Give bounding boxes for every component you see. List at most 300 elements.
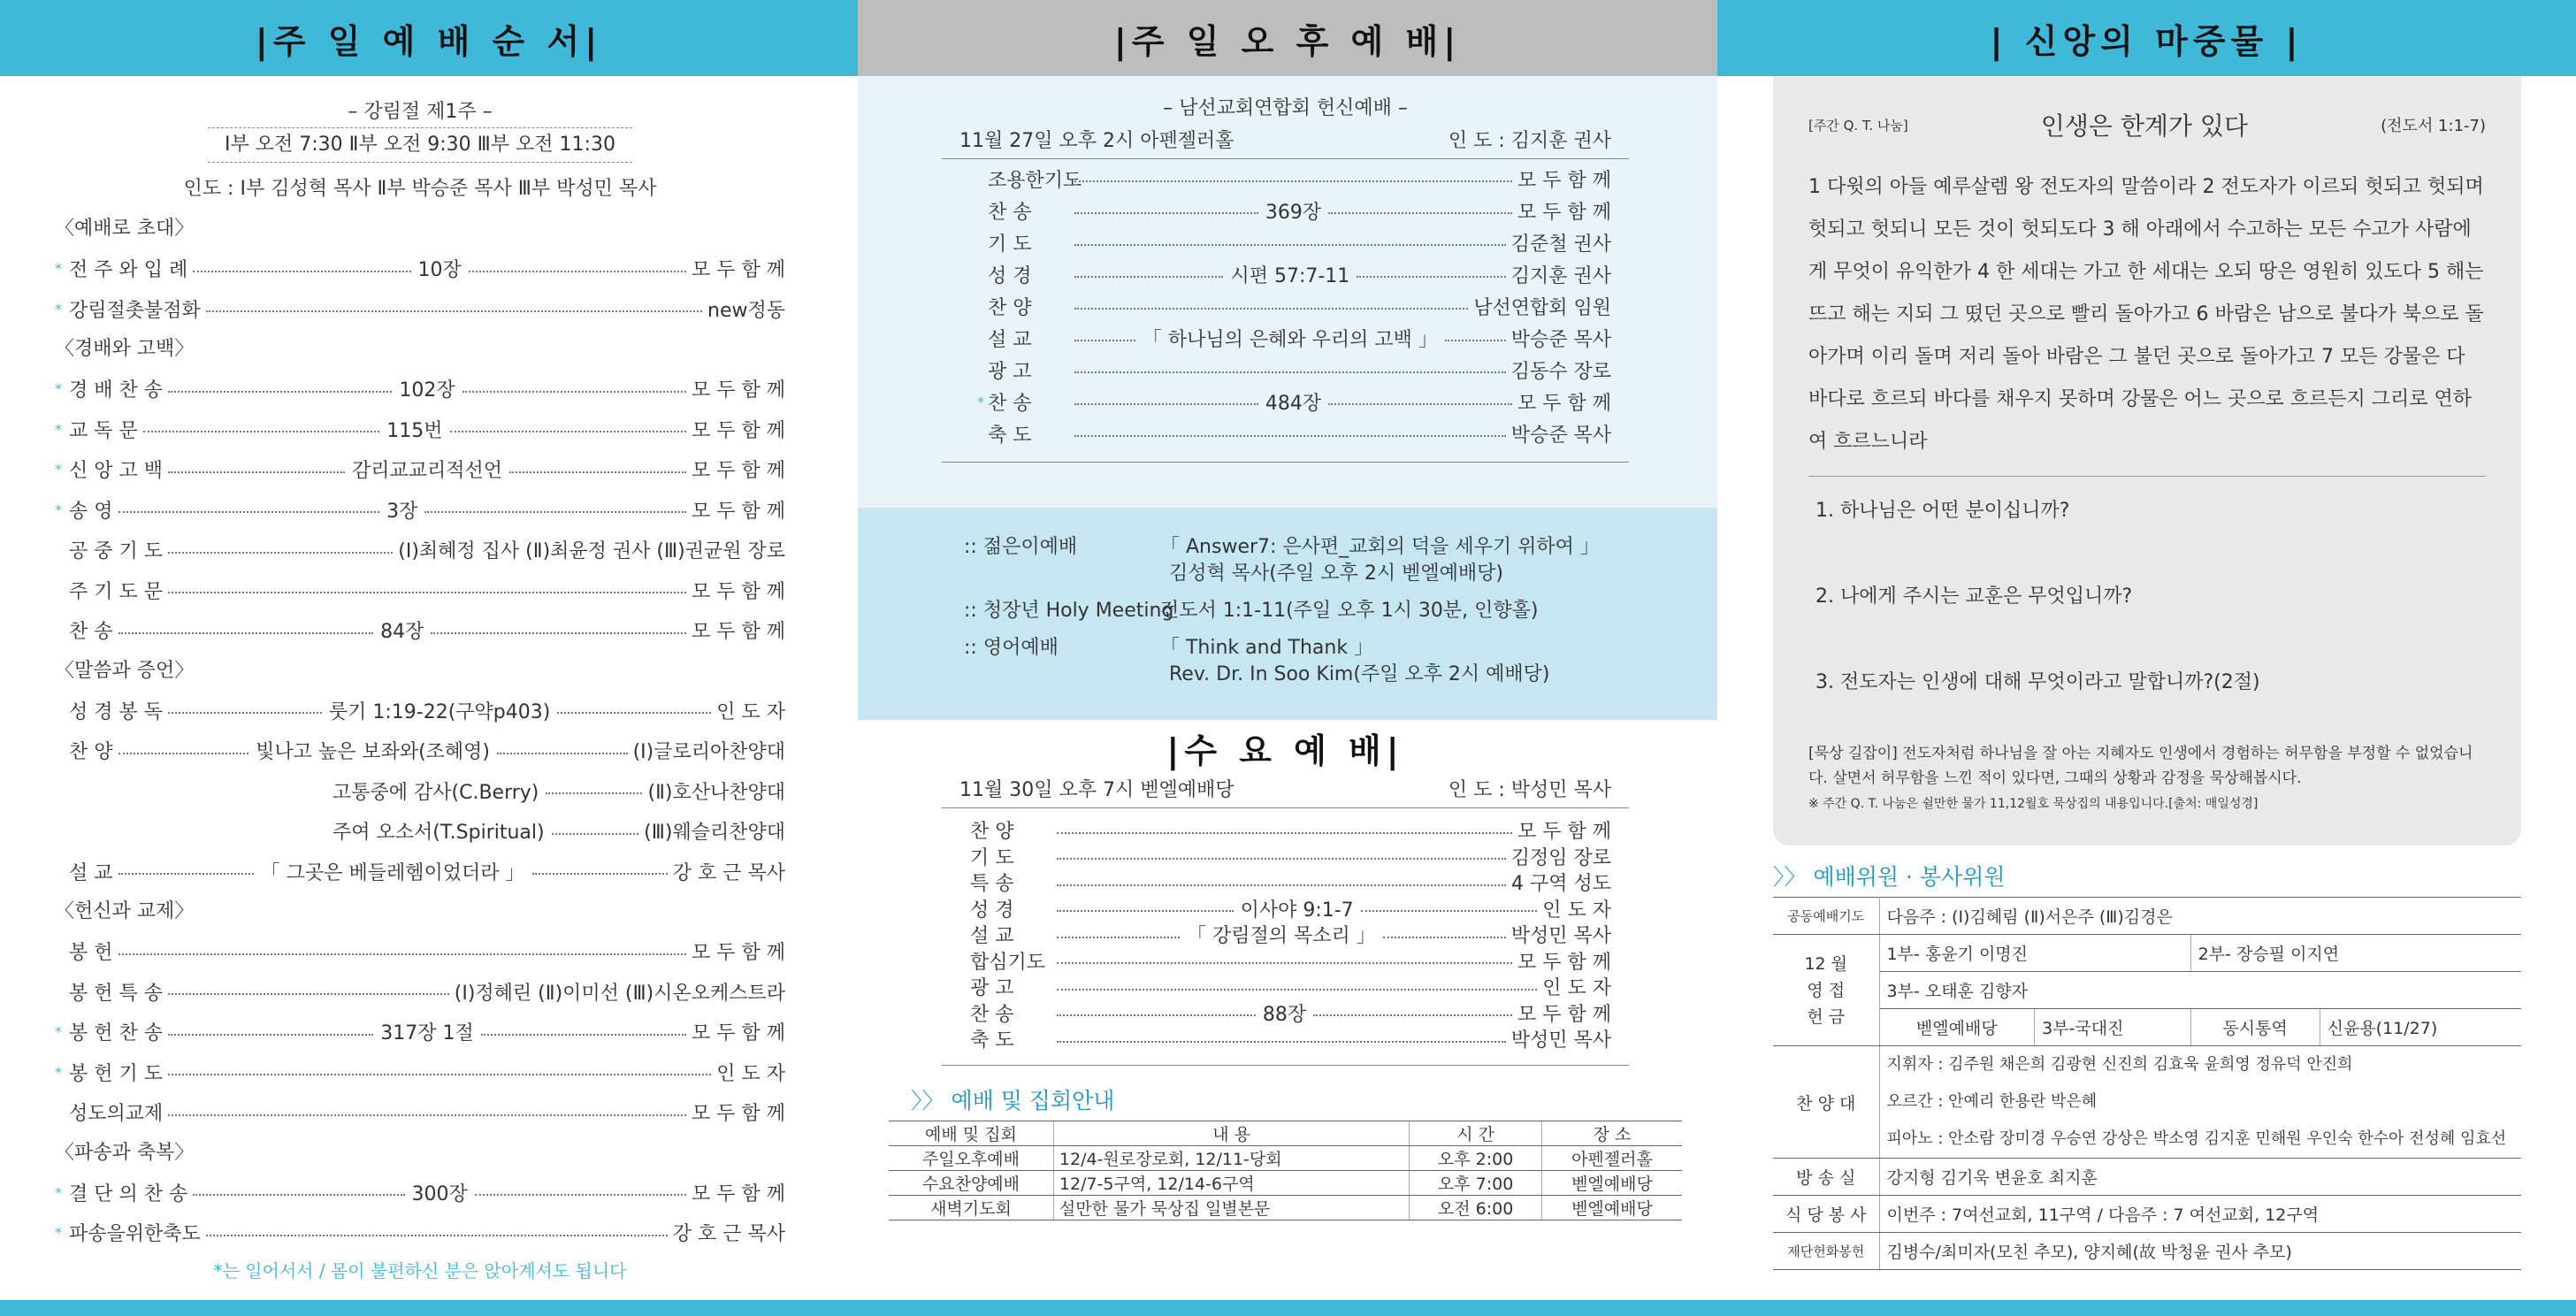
dot-leader xyxy=(1074,403,1258,405)
dot-leader xyxy=(481,1034,686,1036)
order-item-name: 성 경 봉 독 xyxy=(69,700,163,723)
dot-leader xyxy=(1445,340,1506,341)
table-row xyxy=(1773,1159,2521,1196)
dot-leader xyxy=(557,712,711,714)
standing-mark: * xyxy=(55,1063,62,1081)
order-item-content: 102장 xyxy=(399,379,455,402)
dot-leader xyxy=(1383,937,1506,938)
dot-leader xyxy=(1074,371,1506,373)
order-item-person: 모 두 함 께 xyxy=(692,419,785,442)
order-item-person: 강 호 근 목사 xyxy=(672,1223,785,1246)
wednesday-dateline xyxy=(942,773,1629,808)
standing-mark: * xyxy=(55,501,62,518)
order-item-person: 김동수 장로 xyxy=(1510,360,1611,383)
dot-leader xyxy=(1057,1014,1256,1016)
order-item-name: 찬 송 xyxy=(69,621,113,644)
info-section-title: 〉〉 예배 및 집회안내 xyxy=(911,1087,1115,1113)
order-item-person: 모 두 함 께 xyxy=(1517,1003,1611,1026)
staff-value: 이번주 : 7여선교회, 11구역 / 다음주 : 7 여선교회, 12구역 xyxy=(1879,1196,2521,1233)
order-item-name: 축 도 xyxy=(988,424,1032,447)
order-row xyxy=(959,869,1611,896)
order-row xyxy=(977,163,1611,195)
order-item-person: 모 두 함 께 xyxy=(1517,201,1611,224)
dot-leader xyxy=(206,310,702,312)
staff-label: 공동예배기도 xyxy=(1773,898,1879,935)
order-item-content: 115번 xyxy=(386,419,443,442)
dot-leader xyxy=(206,1235,668,1236)
standing-note: *는 일어서서 / 몸이 불편하신 분은 앉아계셔도 됩니다 xyxy=(213,1259,627,1282)
order-item-name: 결 단 의 찬 송 xyxy=(69,1182,188,1205)
standing-mark: * xyxy=(55,1183,62,1201)
order-row xyxy=(55,530,785,570)
order-item-person: 모 두 함 께 xyxy=(692,1182,786,1205)
order-item-name: 특 송 xyxy=(970,873,1014,896)
staff-label: 12 월 영 접 헌 금 xyxy=(1773,935,1879,1046)
table-row xyxy=(889,1195,1682,1220)
table-cell: 새벽기도회 xyxy=(889,1195,1053,1220)
other-service-detail xyxy=(1160,534,1600,587)
order-item-name: 강림절촛불점화 xyxy=(69,299,201,322)
table-cell: 주일오후예배 xyxy=(889,1145,1053,1170)
table-cell: 12/7-5구역, 12/14-6구역 xyxy=(1053,1170,1409,1195)
order-item-person: 강 호 근 목사 xyxy=(672,861,786,884)
order-row xyxy=(959,1000,1611,1027)
meditation-note: ※ 주간 Q. T. 나눔은 쉴만한 물가 11,12월호 묵상집의 내용입니다.[출처: 매일성경] xyxy=(1808,797,2259,811)
order-row xyxy=(55,570,785,611)
info-table-header xyxy=(889,1121,1682,1145)
order-item-name: 교 독 문 xyxy=(69,419,138,442)
afternoon-subtitle: – 남선교회연합회 헌신예배 – xyxy=(1163,97,1408,119)
column-header: 시 간 xyxy=(1410,1121,1542,1145)
order-item-person: 박승준 목사 xyxy=(1510,328,1612,351)
order-item-person: (Ⅲ)웨슬리찬양대 xyxy=(644,822,785,845)
order-item-name: 설 교 xyxy=(988,328,1032,351)
order-item-content: 3장 xyxy=(386,500,418,523)
order-item-person: 모 두 함 께 xyxy=(692,379,785,402)
table-row xyxy=(1773,1196,2521,1233)
dot-leader xyxy=(1057,884,1506,886)
order-item-content: 317장 1절 xyxy=(380,1022,474,1045)
dot-leader xyxy=(1074,435,1506,437)
order-item-name: 합심기도 xyxy=(970,951,1046,974)
qt-question: 2. 나에게 주시는 교훈은 무엇입니까? xyxy=(1815,585,2133,608)
dot-leader xyxy=(1074,244,1506,246)
staff-table xyxy=(1773,897,2521,1270)
qt-questions xyxy=(1808,477,2486,746)
dot-leader xyxy=(497,753,628,754)
order-item-name: 봉 헌 특 송 xyxy=(69,982,163,1005)
staff-value xyxy=(1879,1046,2521,1159)
order-row xyxy=(959,948,1611,975)
order-item-name: 찬 양 xyxy=(970,821,1014,844)
standing-mark: * xyxy=(55,461,62,478)
order-item-name: 기 도 xyxy=(970,846,1014,869)
dot-leader xyxy=(168,1074,711,1075)
table-cell: 벧엘예배당 xyxy=(1541,1170,1682,1195)
table-row xyxy=(1773,1009,2521,1046)
dot-leader xyxy=(193,271,410,272)
dot-leader xyxy=(168,1114,686,1116)
qt-title: 인생은 한계가 있다 xyxy=(2040,111,2249,141)
dot-leader xyxy=(118,632,374,634)
order-row xyxy=(977,354,1611,386)
order-item-person: 4 구역 성도 xyxy=(1511,873,1611,896)
dot-leader xyxy=(168,1034,373,1036)
order-item-person: 모 두 함 께 xyxy=(692,500,785,523)
standing-mark: * xyxy=(55,1023,62,1041)
order-row xyxy=(55,289,785,330)
dot-leader xyxy=(1074,340,1135,341)
bottom-bar xyxy=(0,1300,2576,1316)
table-cell: 아펜젤러홀 xyxy=(1541,1145,1682,1170)
dot-leader xyxy=(1057,832,1512,834)
other-service xyxy=(964,635,1664,688)
staff-section-title: 〉〉 예배위원 · 봉사위원 xyxy=(1773,864,2006,890)
order-item-content: 고통중에 감사(C.Berry) xyxy=(333,781,539,804)
service-times: Ⅰ부 오전 7:30 Ⅱ부 오전 9:30 Ⅲ부 오전 11:30 xyxy=(208,127,632,163)
order-row xyxy=(959,817,1611,844)
order-row xyxy=(55,490,785,531)
order-item-name: 조용한기도 xyxy=(988,169,1082,192)
qt-tag: [주간 Q. T. 나눔] xyxy=(1808,117,1908,134)
table-cell: 12/4-원로장로회, 12/11-당회 xyxy=(1053,1145,1409,1170)
dot-leader xyxy=(1057,1041,1506,1043)
detail-line: Rev. Dr. In Soo Kim(주일 오후 2시 예배당) xyxy=(1169,663,1550,685)
staff-value: 1부- 홍윤기 이명진 xyxy=(1879,935,2190,972)
afternoon-title: |주 일 오 후 예 배| xyxy=(858,0,1717,76)
info-table xyxy=(889,1121,1682,1220)
dot-leader xyxy=(1074,308,1468,310)
order-item-person: 모 두 함 께 xyxy=(692,580,785,603)
table-row xyxy=(1773,935,2521,972)
dot-leader xyxy=(1057,989,1537,991)
staff-label: 찬 양 대 xyxy=(1773,1046,1879,1159)
order-item-person: 박성민 목사 xyxy=(1510,1029,1611,1052)
order-item-name: 찬 송 xyxy=(970,1003,1014,1026)
dot-leader xyxy=(475,1194,686,1196)
faith-title: | 신앙의 마중물 | xyxy=(1717,0,2576,76)
other-service xyxy=(964,598,1664,624)
order-item-name: 성도의교제 xyxy=(69,1103,164,1126)
table-row xyxy=(1773,1233,2521,1270)
order-item-person: 박승준 목사 xyxy=(1510,424,1611,447)
order-item-name: 찬 양 xyxy=(69,741,113,764)
order-item-name: 기 도 xyxy=(988,233,1032,256)
order-item-person: 모 두 함 께 xyxy=(692,942,785,965)
section-heading: 〈경배와 고백〉 xyxy=(55,338,195,360)
advent-week: – 강림절 제1주 – xyxy=(348,101,493,123)
staff-value: 김병수/최미자(모친 추모), 양지혜(故 박청윤 권사 추모) xyxy=(1879,1233,2521,1270)
order-row xyxy=(55,771,785,812)
qt-box xyxy=(1773,76,2521,845)
dot-leader xyxy=(1074,180,1512,182)
staff-value: 강지형 김기욱 변윤호 최지훈 xyxy=(1879,1159,2521,1196)
order-item-person: 남선연합회 임원 xyxy=(1473,296,1611,319)
divider xyxy=(942,462,1629,463)
order-item-content: 484장 xyxy=(1265,392,1322,415)
order-row xyxy=(977,226,1611,258)
order-item-content: 「 하나님의 은혜와 우리의 고백 」 xyxy=(1142,328,1438,351)
order-item-name: 경 배 찬 송 xyxy=(69,379,163,402)
order-row xyxy=(959,922,1611,948)
wednesday-order-list xyxy=(942,808,1629,1052)
order-item-person: 인 도 자 xyxy=(1542,977,1611,1000)
order-item-name: 광 고 xyxy=(970,977,1014,1000)
wednesday-service xyxy=(858,720,1717,1219)
dot-leader xyxy=(1074,212,1258,214)
order-item-person: 모 두 함 께 xyxy=(692,1022,785,1045)
staff-section xyxy=(1773,858,2521,1270)
order-item-person: 인 도 자 xyxy=(1542,899,1611,922)
staff-label: 제단헌화봉헌 xyxy=(1773,1233,1879,1270)
order-item-person: 모 두 함 께 xyxy=(1517,169,1611,192)
table-cell: 벧엘예배당 xyxy=(1541,1195,1682,1220)
order-item-person: 김지훈 권사 xyxy=(1510,264,1612,287)
dot-leader xyxy=(509,471,686,473)
order-item-name: 찬 송 xyxy=(988,201,1032,224)
order-item-content: 「 강림절의 목소리 」 xyxy=(1187,925,1376,948)
order-item-content: 369장 xyxy=(1265,201,1322,224)
staff-value: 신윤용(11/27) xyxy=(2320,1009,2521,1046)
table-cell: 오후 2:00 xyxy=(1410,1145,1542,1170)
table-row xyxy=(1773,898,2521,935)
other-service-label: :: 영어예배 xyxy=(964,637,1059,659)
dot-leader xyxy=(469,271,686,272)
order-item-person: (Ⅱ)호산나찬양대 xyxy=(647,781,785,804)
order-item-content: 주여 오소서(T.Spiritual) xyxy=(333,822,545,845)
order-item-content: 84장 xyxy=(380,621,424,644)
order-row xyxy=(959,1026,1611,1052)
order-item-person: 모 두 함 께 xyxy=(1517,392,1611,415)
dot-leader xyxy=(532,873,668,875)
column-header: 장 소 xyxy=(1541,1121,1682,1145)
choir-organ: 오르간 : 안예리 한용란 박은혜 xyxy=(1886,1092,2098,1111)
staff-value: 동시통역 xyxy=(2190,1009,2320,1046)
order-row xyxy=(55,1052,785,1093)
qt-scripture: 1 다윗의 아들 예루살렘 왕 전도자의 말씀이라 2 전도자가 이르되 헛되고 헛되며 헛되고 헛되니 모든 것이 헛되도다 3 해 아래에서 수고하는 모든 수고가 사람에게 무엇이 유익한가 4 한 세대는 가고 한 세대는 오되 땅은 영원히 있도다 5 해는 뜨고 해는 지되 그 떴던 곳으로 빨리 돌아가고 6 바람은 남으로 불다가 북으로 돌아가며 이리 돌며 저리 돌아 바람은 그 불던 곳으로 돌아가고 7 모든 강물은 다 바다로 흐르되 바다를 채우지 못하며 강물은 어느 곳으로 흐르든지 그리로 연하여 흐르느니라 xyxy=(1808,166,2486,477)
order-row xyxy=(55,409,785,450)
order-item-person: 박성민 목사 xyxy=(1510,925,1612,948)
order-row xyxy=(55,249,785,289)
order-item-name: 성 경 xyxy=(970,899,1014,922)
table-row xyxy=(889,1170,1682,1195)
order-item-content: 이사야 9:1-7 xyxy=(1240,899,1354,922)
order-item-person: new정동 xyxy=(707,299,785,322)
qt-header xyxy=(1808,103,2486,147)
order-item-content: 「 그곳은 베들레헴이었더라 」 xyxy=(260,861,525,884)
order-row xyxy=(977,195,1611,226)
order-item-person: 김정임 장로 xyxy=(1510,846,1611,869)
order-row xyxy=(959,974,1611,1000)
detail-line: 「 Think and Thank 」 xyxy=(1160,637,1374,659)
order-item-name: 공 중 기 도 xyxy=(69,540,163,563)
table-cell: 오후 7:00 xyxy=(1410,1170,1542,1195)
order-item-name: 광 고 xyxy=(988,360,1032,383)
order-row xyxy=(977,386,1611,417)
standing-mark: * xyxy=(55,1224,62,1242)
order-row xyxy=(55,852,785,892)
dot-leader xyxy=(168,391,392,393)
detail-line: 「 Answer7: 은사편_교회의 덕을 세우기 위하여 」 xyxy=(1160,536,1600,558)
order-item-person: 모 두 함 께 xyxy=(692,460,785,483)
order-row xyxy=(959,844,1611,870)
dot-leader xyxy=(143,431,380,432)
staff-label: 방 송 실 xyxy=(1773,1159,1879,1196)
divider xyxy=(942,1065,1629,1066)
dot-leader xyxy=(1313,1014,1512,1016)
sunday-order-title: |주 일 예 배 순 서| xyxy=(0,0,858,76)
order-item-person: 모 두 함 께 xyxy=(692,1103,785,1126)
staff-value: 벧엘예배당 xyxy=(1879,1009,2035,1046)
order-row xyxy=(55,610,785,651)
order-item-name: 파송을위한축도 xyxy=(69,1223,201,1246)
order-item-content: 10장 xyxy=(417,259,462,282)
section-heading: 〈예배로 초대〉 xyxy=(55,218,195,240)
afternoon-service xyxy=(858,76,1717,508)
order-item-person: 모 두 함 께 xyxy=(692,621,785,644)
order-row xyxy=(977,290,1611,322)
afternoon-date: 11월 27일 오후 2시 아펜젤러홀 xyxy=(959,130,1234,152)
other-services xyxy=(858,508,1717,720)
order-item-name: 찬 송 xyxy=(988,392,1032,415)
qt-question: 3. 전도자는 인생에 대해 무엇이라고 말합니까?(2절) xyxy=(1815,671,2260,693)
order-row xyxy=(55,449,785,490)
order-list xyxy=(55,209,785,1253)
dot-leader xyxy=(1074,276,1223,278)
order-row xyxy=(977,258,1611,290)
column-header: 내 용 xyxy=(1053,1121,1409,1145)
staff-value: 다음주 : (Ⅰ)김혜림 (Ⅱ)서은주 (Ⅲ)김경은 xyxy=(1879,898,2521,935)
order-item-content: 빛나고 높은 보좌와(조혜영) xyxy=(256,741,491,764)
order-row xyxy=(55,731,785,771)
dot-leader xyxy=(168,471,345,473)
order-item-content: 300장 xyxy=(411,1182,468,1205)
dot-leader xyxy=(118,873,254,875)
section-heading: 〈헌신과 교제〉 xyxy=(55,900,195,922)
dot-leader xyxy=(1057,858,1506,860)
meditation-guide: [묵상 길잡이] 전도자처럼 하나님을 잘 아는 지혜자도 인생에서 경험하는 허무함을 부정할 수 없었습니다. 살면서 허무함을 느낀 적이 있다면, 그때의 상황과 감정을 묵상해봅시다. xyxy=(1808,745,2473,787)
order-item-person: 김준철 권사 xyxy=(1510,233,1611,256)
faith-column xyxy=(1717,0,2576,1316)
table-row xyxy=(889,1145,1682,1170)
order-row xyxy=(977,322,1611,354)
order-row xyxy=(55,811,785,852)
sunday-order-column xyxy=(0,0,858,1316)
table-cell: 오전 6:00 xyxy=(1410,1195,1542,1220)
order-item-person: 모 두 함 께 xyxy=(1517,951,1611,974)
order-row xyxy=(55,1213,785,1253)
order-item-person: 모 두 함 께 xyxy=(692,259,786,282)
dot-leader xyxy=(431,632,686,634)
dot-leader xyxy=(424,511,686,513)
afternoon-column xyxy=(858,0,1717,1316)
order-item-name: 전 주 와 입 례 xyxy=(69,259,188,282)
other-service-detail xyxy=(1160,598,1538,624)
dot-leader xyxy=(1057,937,1180,938)
other-service-detail xyxy=(1160,635,1550,688)
order-row xyxy=(55,972,785,1013)
dot-leader xyxy=(168,712,322,714)
dot-leader xyxy=(168,552,393,554)
qt-reference: (전도서 1:1-7) xyxy=(2381,117,2486,135)
dot-leader xyxy=(546,792,642,794)
standing-mark: * xyxy=(55,300,62,318)
order-item-name: 축 도 xyxy=(970,1029,1014,1052)
staff-value: 3부-국대진 xyxy=(2035,1009,2191,1046)
order-item-content: 88장 xyxy=(1262,1003,1307,1026)
dot-leader xyxy=(462,391,686,393)
order-item-person: 모 두 함 께 xyxy=(1517,821,1611,844)
order-row xyxy=(55,931,785,972)
detail-line: 김성혁 목사(주일 오후 2시 벧엘예배당) xyxy=(1169,562,1503,585)
dot-leader xyxy=(118,511,380,513)
section-heading: 〈파송과 축복〉 xyxy=(55,1141,195,1164)
wednesday-title: |수 요 예 배| xyxy=(1166,731,1404,770)
order-item-name: 찬 양 xyxy=(988,296,1032,319)
order-item-content: 감리교교리적선언 xyxy=(351,460,503,483)
order-row xyxy=(55,1012,785,1052)
column-header: 예배 및 집회 xyxy=(889,1121,1053,1145)
order-item-content: 시편 57:7-11 xyxy=(1230,264,1350,287)
other-service-label: :: 청장년 Holy Meeting xyxy=(964,600,1174,622)
dot-leader xyxy=(1328,403,1512,405)
order-item-name: 봉 헌 xyxy=(69,942,113,965)
dot-leader xyxy=(450,431,687,432)
order-row xyxy=(55,1173,785,1213)
standing-mark: * xyxy=(55,420,62,438)
table-row xyxy=(1773,972,2521,1009)
order-item-person: (Ⅰ)정혜린 (Ⅱ)이미선 (Ⅲ)시온오케스트라 xyxy=(454,982,785,1005)
order-row xyxy=(55,1092,785,1133)
other-service xyxy=(964,534,1664,587)
order-item-name: 봉 헌 찬 송 xyxy=(69,1022,163,1045)
afternoon-dateline xyxy=(942,124,1629,159)
staff-label: 식 당 봉 사 xyxy=(1773,1196,1879,1233)
dot-leader xyxy=(168,592,686,593)
table-cell: 수요찬양예배 xyxy=(889,1170,1053,1195)
order-item-name: 설 교 xyxy=(970,925,1014,948)
section-heading: 〈말씀과 증언〉 xyxy=(55,659,195,682)
dot-leader xyxy=(1328,212,1512,214)
choir-conductors: 지휘자 : 김주원 채은희 김광현 신진희 김효욱 윤희영 정유덕 안진희 xyxy=(1886,1055,2353,1074)
dot-leader xyxy=(1057,910,1234,912)
order-item-name: 주 기 도 문 xyxy=(69,580,163,603)
standing-mark: * xyxy=(977,393,984,410)
order-item-name: 설 교 xyxy=(69,861,113,884)
order-row xyxy=(977,417,1611,449)
staff-value: 2부- 장승필 이지연 xyxy=(2190,935,2521,972)
order-item-person: 인 도 자 xyxy=(716,1062,785,1085)
table-row xyxy=(1773,1046,2521,1159)
other-service-label: :: 젊은이예배 xyxy=(964,536,1078,558)
table-cell: 설만한 물가 묵상집 일별본문 xyxy=(1053,1195,1409,1220)
wednesday-leader: 인 도 : 박성민 목사 xyxy=(1448,779,1611,801)
dot-leader xyxy=(1057,962,1512,964)
wednesday-date: 11월 30일 오후 7시 벧엘예배당 xyxy=(959,779,1234,801)
order-item-person: (Ⅰ)최혜정 집사 (Ⅱ)최윤정 권사 (Ⅲ)권균원 장로 xyxy=(398,540,785,563)
choir-piano: 피아노 : 안소람 장미경 우승연 강상은 박소영 김지훈 민해원 우인숙 한수아 전성혜 임효선 xyxy=(1886,1129,2507,1148)
order-item-name: 봉 헌 기 도 xyxy=(69,1062,163,1085)
afternoon-leader: 인 도 : 김지훈 권사 xyxy=(1448,130,1611,152)
dot-leader xyxy=(118,953,687,955)
dot-leader xyxy=(1361,910,1538,912)
dot-leader xyxy=(193,1194,404,1196)
qt-question: 1. 하나님은 어떤 분이십니까? xyxy=(1815,500,2070,522)
order-item-person: (Ⅰ)글로리아찬양대 xyxy=(632,741,786,764)
standing-mark: * xyxy=(55,380,62,398)
dot-leader xyxy=(552,833,639,835)
order-item-name: 송 영 xyxy=(69,500,113,523)
